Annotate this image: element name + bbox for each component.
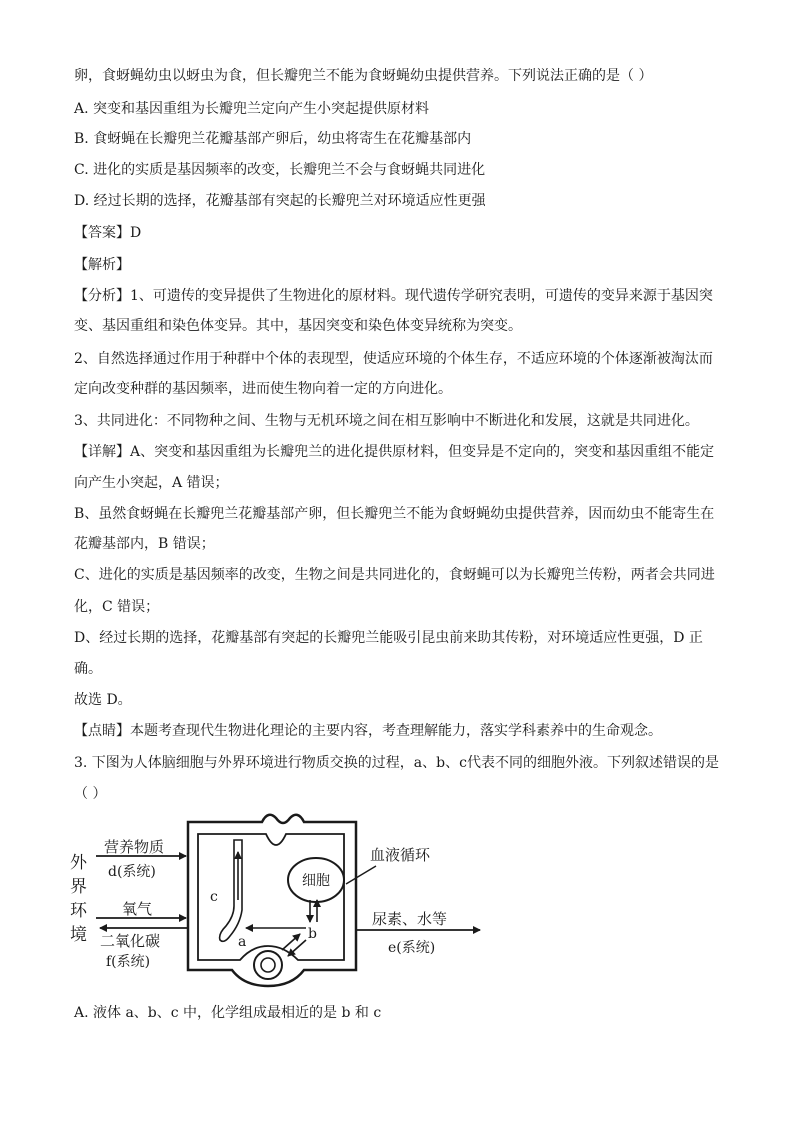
analysis-line: 【详解】A、突变和基因重组为长瓣兜兰的进化提供原材料，但变异是不定向的，突变和基因重组不能定 <box>74 444 715 460</box>
blood-circulation-label: 血液循环 <box>370 846 431 864</box>
question2-option-b: B. 食蚜蝇在长瓣兜兰花瓣基部产卵后，幼虫将寄生在花瓣基部内 <box>74 131 472 147</box>
exchange-diagram <box>70 800 490 990</box>
label-b: b <box>308 926 317 942</box>
analysis-line: C、进化的实质是基因频率的改变，生物之间是共同进化的，食蚜蝇可以为长瓣兜兰传粉，两者会共同进 <box>74 567 715 583</box>
capillary-inner-ring <box>261 958 275 972</box>
outside-env-char: 境 <box>70 925 87 945</box>
answer-line: 【答案】D <box>74 225 142 241</box>
co2-label: 二氧化碳 <box>100 932 161 950</box>
label-c: c <box>210 889 218 905</box>
outside-env-char: 环 <box>70 901 87 921</box>
nutrients-label: 营养物质 <box>104 838 165 856</box>
question2-option-a: A. 突变和基因重组为长瓣兜兰定向产生小突起提供原材料 <box>74 101 430 117</box>
analysis-line: D、经过长期的选择，花瓣基部有突起的长瓣兜兰能吸引昆虫前来助其传粉，对环境适应性更强，D 正 <box>74 630 703 646</box>
analysis-line: 变、基因重组和染色体变异。其中，基因突变和染色体变异统称为突变。 <box>74 318 522 334</box>
analysis-line: 2、自然选择通过作用于种群中个体的表现型，使适应环境的个体生存，不适应环境的个体逐渐被淘汰而 <box>74 351 713 367</box>
question2-stem-continued: 卵，食蚜蝇幼虫以蚜虫为食，但长瓣兜兰不能为食蚜蝇幼虫提供营养。下列说法正确的是（ ） <box>74 68 653 84</box>
analysis-line: 3、共同进化：不同物种之间、生物与无机环境之间在相互影响中不断进化和发展，这就是共同进化。 <box>74 413 699 429</box>
analysis-line: 向产生小突起，A 错误； <box>74 475 229 491</box>
question2-option-d: D. 经过长期的选择，花瓣基部有突起的长瓣兜兰对环境适应性更强 <box>74 193 486 209</box>
analysis-line: 定向改变种群的基因频率，进而使生物向着一定的方向进化。 <box>74 381 452 397</box>
analysis-line: 确。 <box>74 661 102 677</box>
urea-label: 尿素、水等 <box>372 910 448 928</box>
analysis-line: B、虽然食蚜蝇在长瓣兜兰花瓣基部产卵，但长瓣兜兰不能为食蚜蝇幼虫提供营养，因而幼虫不能寄生在 <box>74 506 715 522</box>
analysis-line: 【分析】1、可遗传的变异提供了生物进化的原材料。现代遗传学研究表明，可遗传的变异来源于基因突 <box>74 288 713 304</box>
question2-option-c: C. 进化的实质是基因频率的改变，长瓣兜兰不会与食蚜蝇共同进化 <box>74 162 486 178</box>
analysis-line: 故选 D。 <box>74 692 132 708</box>
oxygen-label: 氧气 <box>122 900 153 918</box>
question3-stem-paren: （ ） <box>74 786 107 802</box>
label-a: a <box>238 934 247 950</box>
circulation-inner-frame <box>198 834 344 960</box>
cell-label: 细胞 <box>302 873 330 889</box>
f-system-label: f(系统) <box>106 954 151 970</box>
analysis-line: 化，C 错误； <box>74 599 160 615</box>
question3-option-a: A. 液体 a、b、c 中，化学组成最相近的是 b 和 c <box>74 1005 382 1021</box>
outside-env-char: 界 <box>70 877 87 897</box>
outside-env-char: 外 <box>70 853 87 873</box>
analysis-title: 【解析】 <box>74 257 130 273</box>
blood-circulation-pointer <box>346 866 376 884</box>
capillary-outer-ring <box>254 951 282 979</box>
analysis-line: 花瓣基部内，B 错误； <box>74 536 215 552</box>
analysis-line: 【点睛】本题考查现代生物进化理论的主要内容，考查理解能力，落实学科素养中的生命观念。 <box>74 723 662 739</box>
e-system-label: e(系统) <box>388 940 436 956</box>
question3-stem: 3. 下图为人体脑细胞与外界环境进行物质交换的过程，a、b、c代表不同的细胞外液。下列叙述错误的是 <box>74 755 719 771</box>
d-system-label: d(系统) <box>108 864 156 880</box>
